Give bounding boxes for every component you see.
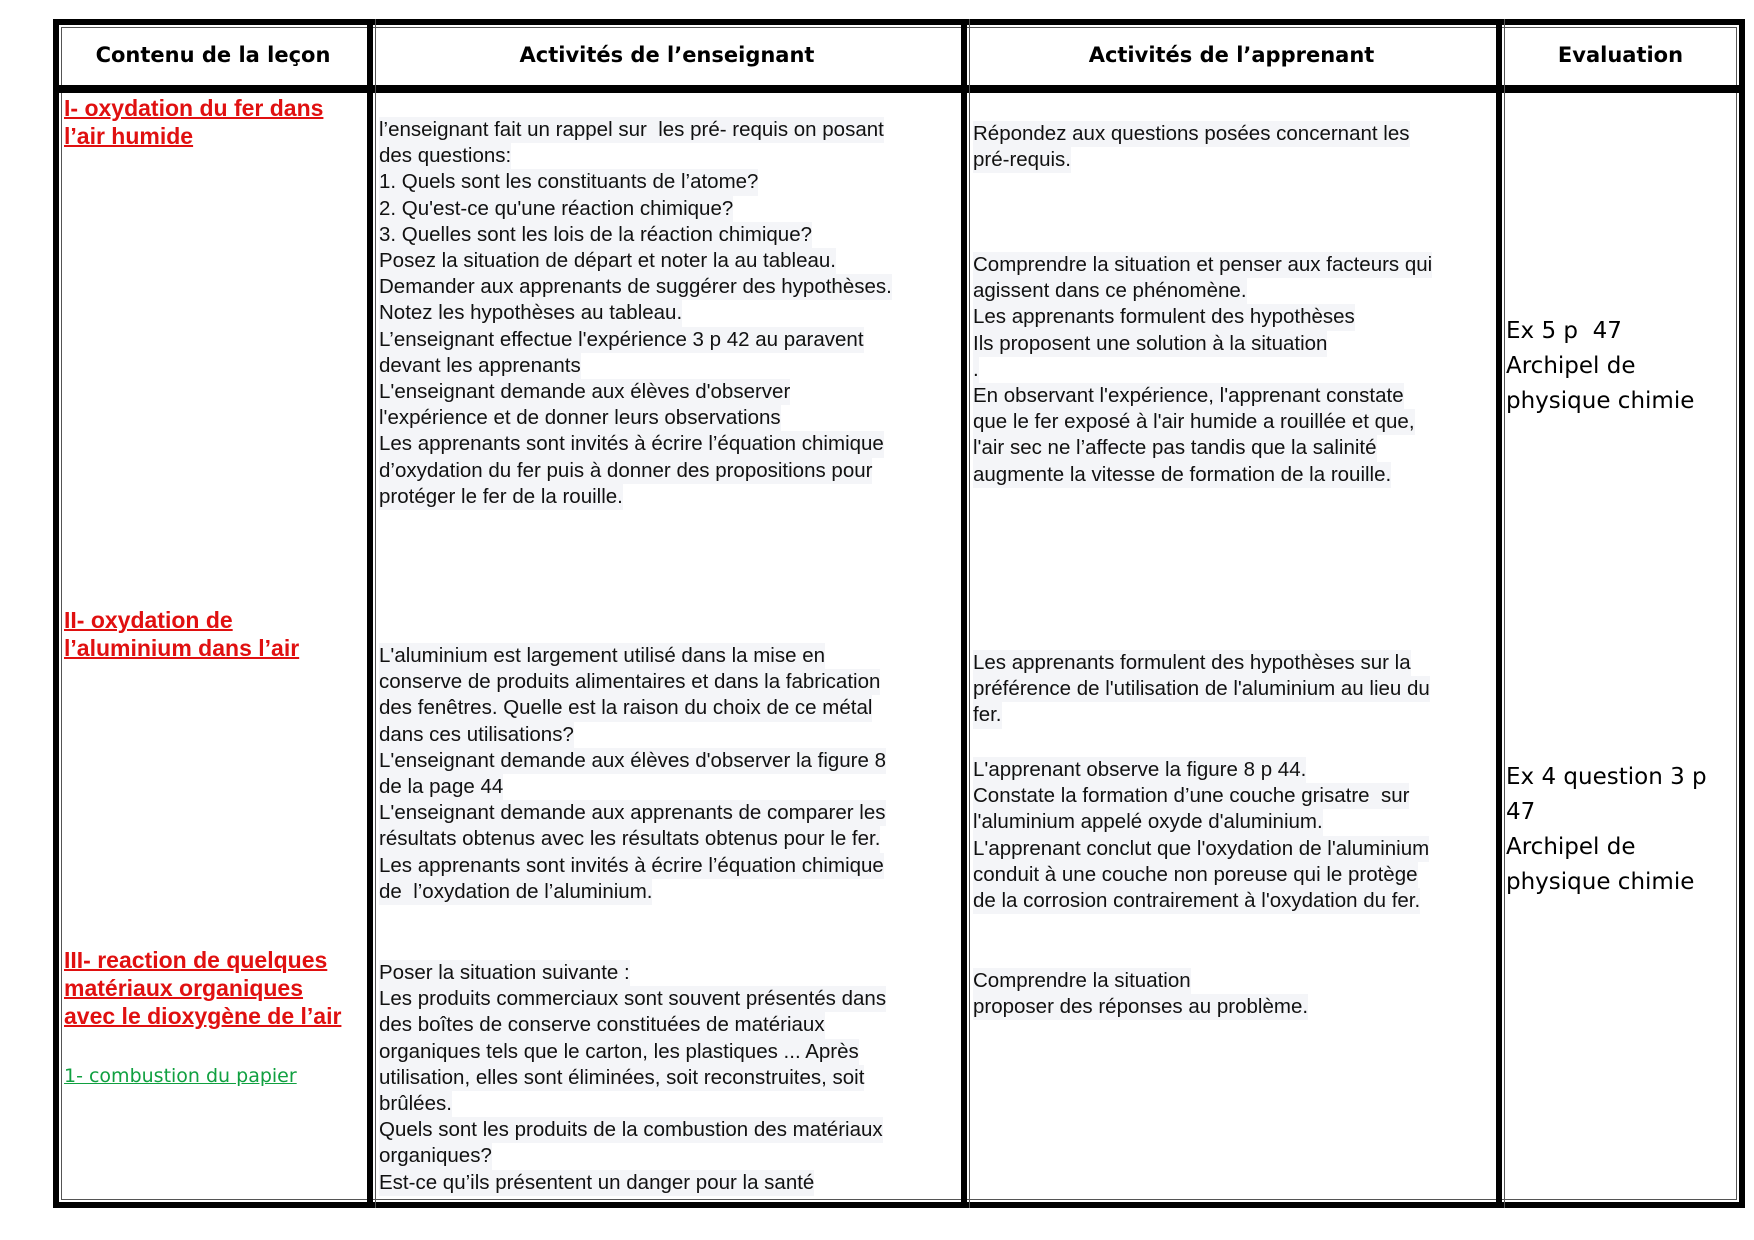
text-line: dans ces utilisations? bbox=[379, 722, 574, 748]
text-line: Posez la situation de départ et noter la au tableau. bbox=[379, 248, 836, 274]
text-line: conserve de produits alimentaires et dans la fabrication bbox=[379, 669, 880, 695]
section-title-2: II- oxydation de l’aluminium dans l’air bbox=[64, 607, 300, 661]
header-apprenant: Activités de l’apprenant bbox=[1088, 43, 1375, 67]
text-line: pré-requis. bbox=[973, 147, 1071, 173]
section-title-1: I- oxydation du fer dans l’air humide bbox=[64, 95, 324, 149]
text-line: Poser la situation suivante : bbox=[379, 960, 630, 986]
text-line: agissent dans ce phénomène. bbox=[973, 278, 1247, 304]
learner-activity-3 bbox=[973, 650, 1430, 729]
text-line: que le fer exposé à l'air humide a rouillée et que, bbox=[973, 409, 1415, 435]
text-line: des questions: bbox=[379, 143, 511, 169]
text-line: L’enseignant effectue l'expérience 3 p 42 au paravent bbox=[379, 327, 864, 353]
text-line: l'aluminium appelé oxyde d'aluminium. bbox=[973, 809, 1323, 835]
learner-activity-2 bbox=[973, 252, 1432, 488]
text-line: Constate la formation d’une couche grisatre sur bbox=[973, 783, 1409, 809]
text-line: Les apprenants formulent des hypothèses bbox=[973, 304, 1355, 330]
text-line: protéger le fer de la rouille. bbox=[379, 484, 623, 510]
text-line: L'enseignant demande aux apprenants de comparer les bbox=[379, 800, 886, 826]
header-enseignant: Activités de l’enseignant bbox=[519, 43, 815, 67]
header-contenu: Contenu de la leçon bbox=[95, 43, 331, 67]
text-line: Archipel de bbox=[1506, 353, 1636, 379]
text-line: 1. Quels sont les constituants de l’atome? bbox=[379, 169, 758, 195]
text-line: L'enseignant demande aux élèves d'observer bbox=[379, 379, 790, 405]
text-line: Comprendre la situation bbox=[973, 968, 1191, 994]
text-line: L'enseignant demande aux élèves d'observer la figure 8 bbox=[379, 748, 886, 774]
column-divider bbox=[1496, 19, 1502, 1208]
text-line: Est-ce qu’ils présentent un danger pour la santé bbox=[379, 1170, 814, 1196]
evaluation-1 bbox=[1506, 314, 1694, 419]
text-line: des boîtes de conserve constituées de matériaux bbox=[379, 1012, 825, 1038]
text-line: Les produits commerciaux sont souvent présentés dans bbox=[379, 986, 886, 1012]
learner-activity-1 bbox=[973, 121, 1410, 173]
text-line: physique chimie bbox=[1506, 388, 1695, 414]
text-line: d’oxydation du fer puis à donner des propositions pour bbox=[379, 458, 872, 484]
section-title-3: III- reaction de quelques matériaux organiques avec le dioxygène de l’air bbox=[64, 947, 342, 1029]
teacher-activity-2 bbox=[379, 643, 886, 905]
text-line: organiques tels que le carton, les plastiques ... Après bbox=[379, 1039, 859, 1065]
text-line: Les apprenants formulent des hypothèses sur la bbox=[973, 650, 1411, 676]
text-line: Comprendre la situation et penser aux facteurs qui bbox=[973, 252, 1432, 278]
text-line: de l’oxydation de l’aluminium. bbox=[379, 879, 652, 905]
text-line: de la page 44 bbox=[379, 774, 503, 800]
text-line: l'expérience et de donner leurs observations bbox=[379, 405, 781, 431]
subsection-title: 1- combustion du papier bbox=[64, 1065, 297, 1087]
text-line: proposer des réponses au problème. bbox=[973, 994, 1308, 1020]
text-line: Demander aux apprenants de suggérer des hypothèses. bbox=[379, 274, 892, 300]
text-line: L'aluminium est largement utilisé dans la mise en bbox=[379, 643, 825, 669]
text-line: des fenêtres. Quelle est la raison du choix de ce métal bbox=[379, 695, 872, 721]
text-line: de la corrosion contrairement à l'oxydation du fer. bbox=[973, 888, 1420, 914]
text-line: devant les apprenants bbox=[379, 353, 581, 379]
learner-activity-4 bbox=[973, 757, 1429, 914]
text-line: L'apprenant observe la figure 8 p 44. bbox=[973, 757, 1306, 783]
text-line: brûlées. bbox=[379, 1091, 452, 1117]
text-line: l’enseignant fait un rappel sur les pré- requis on posant bbox=[379, 117, 884, 143]
text-line: Notez les hypothèses au tableau. bbox=[379, 300, 682, 326]
column-divider bbox=[961, 19, 967, 1208]
teacher-activity-3 bbox=[379, 960, 886, 1196]
text-line: 2. Qu'est-ce qu'une réaction chimique? bbox=[379, 196, 733, 222]
text-line: conduit à une couche non poreuse qui le protège bbox=[973, 862, 1418, 888]
evaluation-2 bbox=[1506, 760, 1707, 900]
text-line: Ex 5 p 47 bbox=[1506, 318, 1622, 344]
text-line: Répondez aux questions posées concernant les bbox=[973, 121, 1410, 147]
text-line: Quels sont les produits de la combustion des matériaux bbox=[379, 1117, 883, 1143]
text-line: fer. bbox=[973, 702, 1002, 728]
text-line: 47 bbox=[1506, 799, 1536, 825]
text-line: l'air sec ne l’affecte pas tandis que la salinité bbox=[973, 435, 1377, 461]
text-line: résultats obtenus avec les résultats obtenus pour le fer. bbox=[379, 826, 880, 852]
text-line: augmente la vitesse de formation de la rouille. bbox=[973, 462, 1391, 488]
text-line: . bbox=[973, 357, 979, 383]
text-line: Archipel de bbox=[1506, 834, 1636, 860]
text-line: Ex 4 question 3 p bbox=[1506, 764, 1707, 790]
header-divider bbox=[53, 85, 1745, 93]
text-line: organiques? bbox=[379, 1143, 492, 1169]
learner-activity-5 bbox=[973, 968, 1308, 1020]
text-line: En observant l'expérience, l'apprenant constate bbox=[973, 383, 1404, 409]
text-line: utilisation, elles sont éliminées, soit reconstruites, soit bbox=[379, 1065, 864, 1091]
text-line: Les apprenants sont invités à écrire l’équation chimique bbox=[379, 431, 884, 457]
text-line: L'apprenant conclut que l'oxydation de l'aluminium bbox=[973, 836, 1429, 862]
teacher-activity-1 bbox=[379, 117, 892, 510]
text-line: physique chimie bbox=[1506, 869, 1695, 895]
text-line: Les apprenants sont invités à écrire l’équation chimique bbox=[379, 853, 884, 879]
header-evaluation: Evaluation bbox=[1557, 43, 1684, 67]
column-divider bbox=[367, 19, 373, 1208]
text-line: 3. Quelles sont les lois de la réaction chimique? bbox=[379, 222, 812, 248]
text-line: préférence de l'utilisation de l'aluminium au lieu du bbox=[973, 676, 1430, 702]
text-line: Ils proposent une solution à la situation bbox=[973, 331, 1327, 357]
